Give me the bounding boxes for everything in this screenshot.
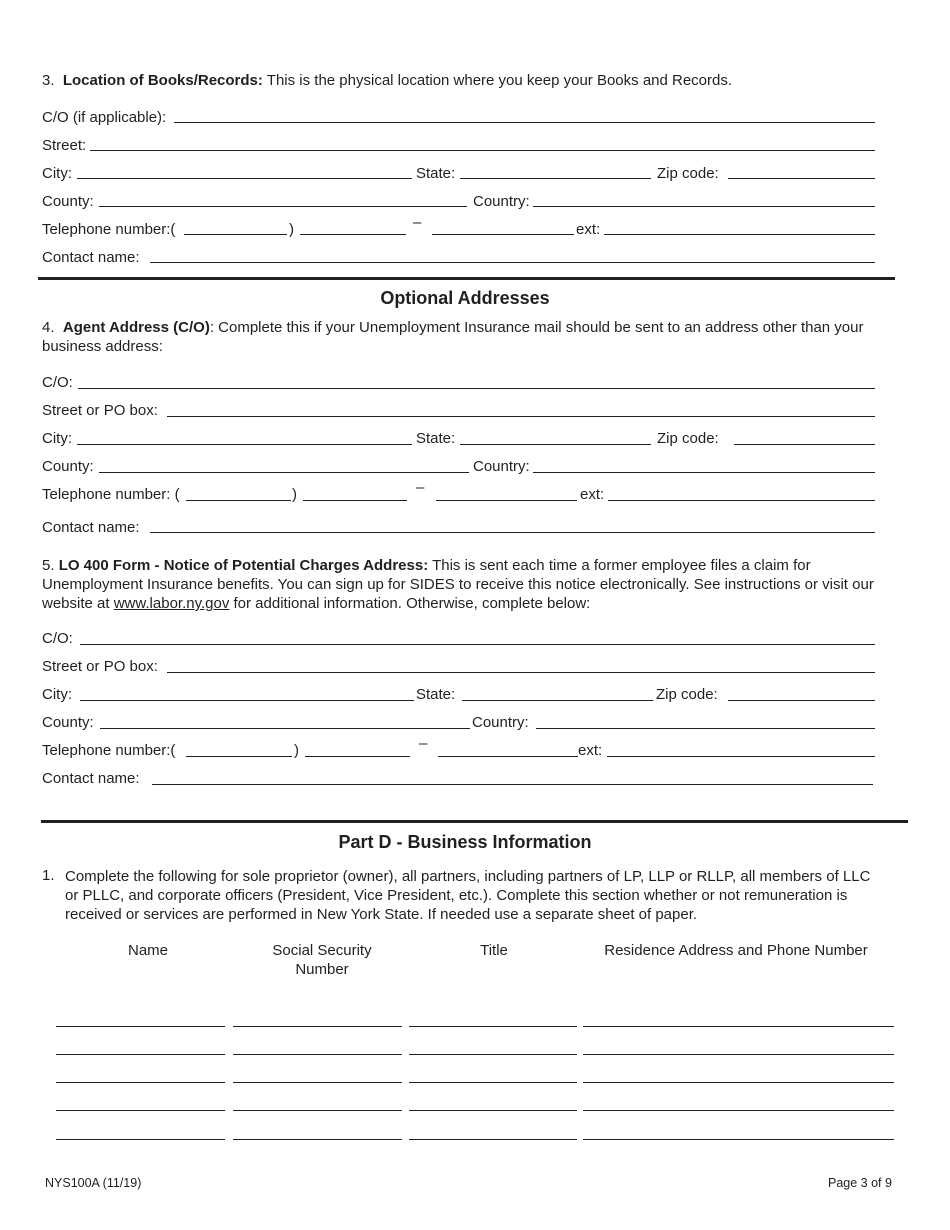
row-2-ssn-field[interactable] xyxy=(233,1054,402,1055)
optional-addresses-heading: Optional Addresses xyxy=(380,288,550,308)
part-d-divider-rule xyxy=(41,820,908,823)
country-label: Country: xyxy=(473,193,530,210)
agent-city-label: City: xyxy=(42,430,72,447)
area-code-field[interactable] xyxy=(184,234,287,235)
section-5-header xyxy=(42,556,887,613)
zip-field[interactable] xyxy=(728,178,875,179)
agent-area-code-field[interactable] xyxy=(186,500,291,501)
row-2-address-field[interactable] xyxy=(583,1054,894,1055)
lo400-country-field[interactable] xyxy=(536,728,875,729)
co-label: C/O (if applicable): xyxy=(42,109,167,126)
section-5-title: LO 400 Form - Notice of Potential Charges Address: xyxy=(58,557,429,574)
lo400-area-code-close-paren: ) xyxy=(294,742,299,759)
co-field[interactable] xyxy=(174,122,875,123)
country-field[interactable] xyxy=(533,206,875,207)
row-3-address-field[interactable] xyxy=(583,1082,894,1083)
row-4-name-field[interactable] xyxy=(56,1110,225,1111)
section-4-header xyxy=(42,318,887,356)
lo400-contact-name-label: Contact name: xyxy=(42,770,140,787)
column-header-name: Name xyxy=(127,942,168,959)
agent-phone-dash: – xyxy=(416,479,425,496)
lo400-country-label: Country: xyxy=(472,714,529,731)
street-label: Street: xyxy=(42,137,87,154)
lo400-ext-field[interactable] xyxy=(607,756,875,757)
lo400-phone-dash: – xyxy=(419,735,428,752)
lo400-street-label: Street or PO box: xyxy=(42,658,158,675)
county-label: County: xyxy=(42,193,94,210)
section-4-title: Agent Address (C/O) xyxy=(62,319,210,336)
lo400-ext-label: ext: xyxy=(578,742,603,759)
part-d-item-text: Complete the following for sole proprietor (owner), all partners, including partners of LP, LLP or RLLP, all members of LLC or PLLC, and corporate officers (President, Vice President, etc.). Complete this section whether or not remuneration is received or services are performed in New York State. If needed use a separate sheet of paper. xyxy=(65,868,871,923)
agent-telephone-label: Telephone number: ( xyxy=(42,486,180,503)
agent-street-label: Street or PO box: xyxy=(42,402,158,419)
row-2-title-field[interactable] xyxy=(409,1054,577,1055)
lo400-telephone-label: Telephone number:( xyxy=(42,742,176,759)
divider-rule xyxy=(38,277,895,280)
page-number: Page 3 of 9 xyxy=(828,1176,892,1190)
form-id: NYS100A (11/19) xyxy=(45,1176,142,1190)
zip-label: Zip code: xyxy=(657,165,719,182)
section-5-description-end: for additional information. Otherwise, complete below: xyxy=(229,595,591,612)
column-header-ssn-line1: Social Security xyxy=(272,942,372,959)
agent-country-field[interactable] xyxy=(533,472,875,473)
lo400-county-field[interactable] xyxy=(100,728,470,729)
section-3-header xyxy=(42,72,732,89)
agent-area-code-close-paren: ) xyxy=(292,486,297,503)
state-field[interactable] xyxy=(460,178,651,179)
agent-city-field[interactable] xyxy=(77,444,412,445)
area-code-close-paren: ) xyxy=(289,221,294,238)
phone-prefix-field[interactable] xyxy=(300,234,406,235)
lo400-area-code-field[interactable] xyxy=(186,756,292,757)
city-label: City: xyxy=(42,165,72,182)
ext-field[interactable] xyxy=(604,234,875,235)
lo400-street-field[interactable] xyxy=(167,672,875,673)
row-2-name-field[interactable] xyxy=(56,1054,225,1055)
row-1-title-field[interactable] xyxy=(409,1026,577,1027)
row-5-address-field[interactable] xyxy=(583,1139,894,1140)
section-5-number: 5. xyxy=(42,557,55,574)
row-4-ssn-field[interactable] xyxy=(233,1110,402,1111)
agent-county-field[interactable] xyxy=(99,472,469,473)
agent-state-label: State: xyxy=(416,430,456,447)
lo400-city-field[interactable] xyxy=(80,700,414,701)
agent-street-field[interactable] xyxy=(167,416,875,417)
column-header-ssn xyxy=(232,941,412,979)
row-5-name-field[interactable] xyxy=(56,1139,225,1140)
part-d-item-number: 1. xyxy=(42,867,55,884)
phone-dash: – xyxy=(413,214,422,231)
telephone-label: Telephone number:( xyxy=(42,221,176,238)
agent-state-field[interactable] xyxy=(460,444,651,445)
contact-name-field[interactable] xyxy=(150,262,875,263)
agent-phone-line-field[interactable] xyxy=(436,500,577,501)
lo400-phone-line-field[interactable] xyxy=(438,756,578,757)
row-4-title-field[interactable] xyxy=(409,1110,577,1111)
section-5-description: This is sent each time a former employee files a claim for Unemployment Insurance benefits. You can sign up for SIDES to receive this notice electronically. See instructions or visit our website at xyxy=(42,557,874,612)
ext-label: ext: xyxy=(576,221,601,238)
lo400-contact-name-field[interactable] xyxy=(152,784,873,785)
lo400-zip-field[interactable] xyxy=(728,700,875,701)
lo400-county-label: County: xyxy=(42,714,94,731)
agent-phone-prefix-field[interactable] xyxy=(303,500,407,501)
agent-county-label: County: xyxy=(42,458,94,475)
row-1-name-field[interactable] xyxy=(56,1026,225,1027)
labor-website-link[interactable]: www.labor.ny.gov xyxy=(113,595,230,612)
section-3-title: Location of Books/Records: xyxy=(62,72,263,89)
row-1-address-field[interactable] xyxy=(583,1026,894,1027)
agent-zip-field[interactable] xyxy=(734,444,875,445)
agent-contact-name-field[interactable] xyxy=(150,532,875,533)
lo400-state-field[interactable] xyxy=(462,700,653,701)
column-header-address: Residence Address and Phone Number xyxy=(604,942,868,959)
agent-co-label: C/O: xyxy=(42,374,73,391)
row-5-ssn-field[interactable] xyxy=(233,1139,402,1140)
row-3-title-field[interactable] xyxy=(409,1082,577,1083)
agent-country-label: Country: xyxy=(473,458,530,475)
column-header-ssn-line2: Number xyxy=(295,961,349,978)
lo400-co-field[interactable] xyxy=(80,644,875,645)
row-3-name-field[interactable] xyxy=(56,1082,225,1083)
part-d-heading: Part D - Business Information xyxy=(338,832,592,852)
state-label: State: xyxy=(416,165,456,182)
city-field[interactable] xyxy=(77,178,412,179)
section-3-number: 3. xyxy=(42,72,55,89)
agent-ext-field[interactable] xyxy=(608,500,875,501)
agent-zip-label: Zip code: xyxy=(657,430,719,447)
street-field[interactable] xyxy=(90,150,875,151)
lo400-state-label: State: xyxy=(416,686,456,703)
agent-co-field[interactable] xyxy=(78,388,875,389)
lo400-co-label: C/O: xyxy=(42,630,73,647)
agent-ext-label: ext: xyxy=(580,486,605,503)
lo400-zip-label: Zip code: xyxy=(656,686,718,703)
lo400-city-label: City: xyxy=(42,686,72,703)
section-4-number: 4. xyxy=(42,319,55,336)
row-1-ssn-field[interactable] xyxy=(233,1026,402,1027)
agent-contact-name-label: Contact name: xyxy=(42,519,140,536)
row-3-ssn-field[interactable] xyxy=(233,1082,402,1083)
row-4-address-field[interactable] xyxy=(583,1110,894,1111)
phone-line-field[interactable] xyxy=(432,234,574,235)
column-header-title: Title xyxy=(480,942,508,959)
county-field[interactable] xyxy=(99,206,467,207)
section-4-description: : Complete this if your Unemployment Insurance mail should be sent to an address other than your business address: xyxy=(42,319,864,355)
lo400-phone-prefix-field[interactable] xyxy=(305,756,410,757)
row-5-title-field[interactable] xyxy=(409,1139,577,1140)
section-3-description: This is the physical location where you keep your Books and Records. xyxy=(262,72,733,89)
contact-name-label: Contact name: xyxy=(42,249,140,266)
